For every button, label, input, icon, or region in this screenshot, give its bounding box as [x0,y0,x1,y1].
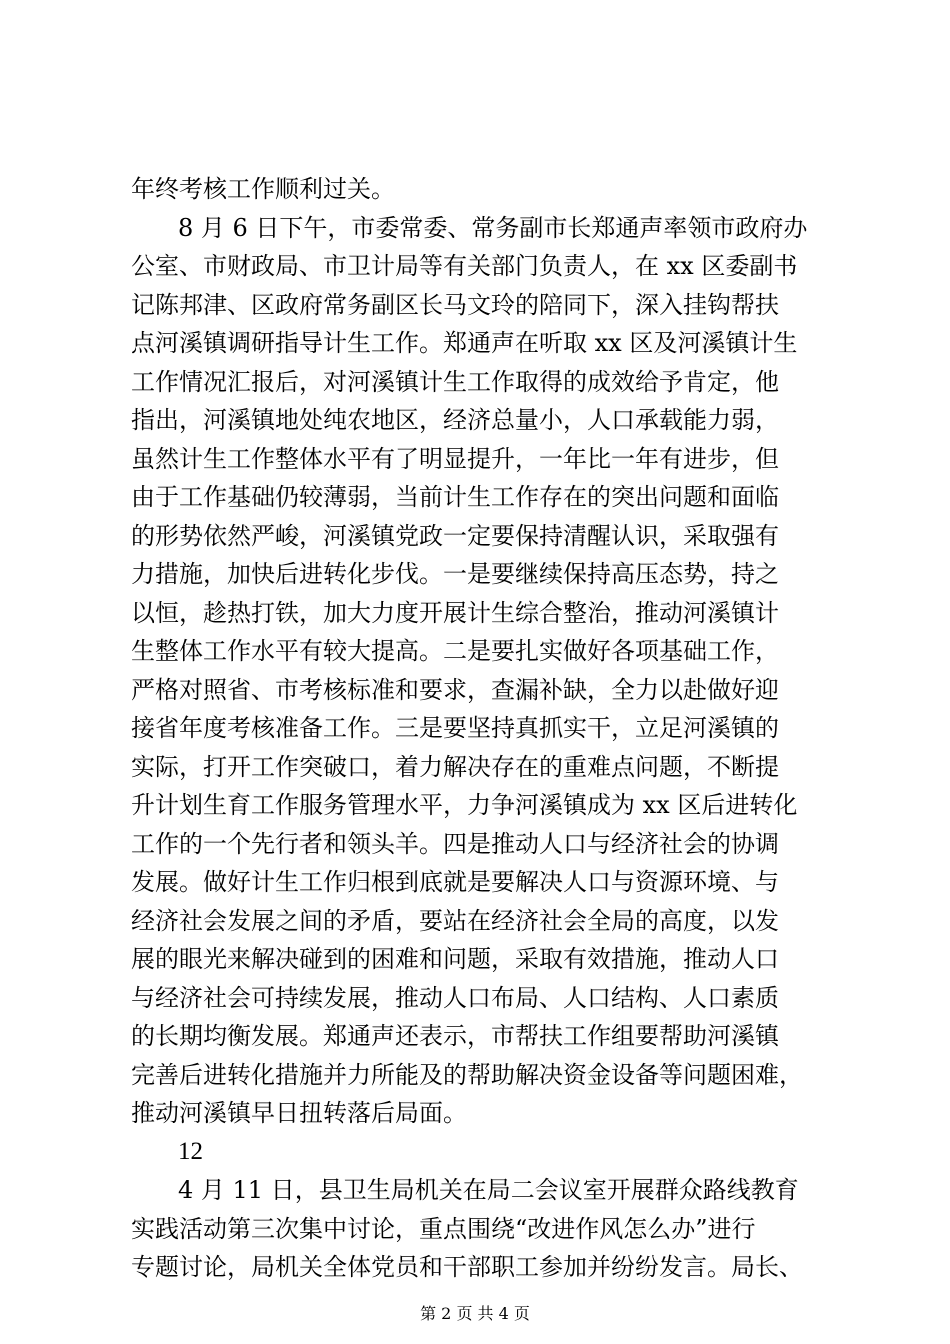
text-line: 推动河溪镇早日扭转落后局面。 [131,1099,467,1127]
paragraph-start-line: 4 月 11 日，县卫生局机关在局二会议室开展群众路线教育 [178,1176,799,1204]
text-line: 升计划生育工作服务管理水平，力争河溪镇成为 xx 区后进转化 [131,791,798,819]
text-line: 接省年度考核准备工作。三是要坚持真抓实干，立足河溪镇的 [131,714,779,742]
page-footer [0,1303,950,1325]
text-line: 完善后进转化措施并力所能及的帮助解决资金设备等问题困难， [131,1061,803,1089]
text-line: 与经济社会可持续发展，推动人口布局、人口结构、人口素质 [131,984,779,1012]
text-line: 记陈邦津、区政府常务副区长马文玲的陪同下，深入挂钩帮扶 [131,291,779,319]
text-line: 年终考核工作顺利过关。 [131,175,395,203]
text-line: 工作情况汇报后，对河溪镇计生工作取得的成效给予肯定，他 [131,368,779,396]
text-line: 工作的一个先行者和领头羊。四是推动人口与经济社会的协调 [131,830,779,858]
text-line: 力措施，加快后进转化步伐。一是要继续保持高压态势，持之 [131,560,779,588]
text-line: 由于工作基础仍较薄弱，当前计生工作存在的突出问题和面临 [131,483,779,511]
text-line: 的长期均衡发展。郑通声还表示，市帮扶工作组要帮助河溪镇 [131,1022,779,1050]
text-line: 虽然计生工作整体水平有了明显提升，一年比一年有进步，但 [131,445,779,473]
text-line: 的形势依然严峻，河溪镇党政一定要保持清醒认识，采取强有 [131,522,779,550]
text-line: 专题讨论，局机关全体党员和干部职工参加并纷纷发言。局长、 [131,1253,803,1281]
text-line: 严格对照省、市考核标准和要求，查漏补缺，全力以赴做好迎 [131,676,779,704]
page-number-label: 第 2 页 共 4 页 [420,1304,530,1323]
text-line: 生整体工作水平有较大提高。二是要扎实做好各项基础工作， [131,637,779,665]
text-line: 指出，河溪镇地处纯农地区，经济总量小，人口承载能力弱， [131,406,779,434]
text-line: 以恒，趁热打铁，加大力度开展计生综合整治，推动河溪镇计 [131,599,779,627]
text-line: 发展。做好计生工作归根到底就是要解决人口与资源环境、与 [131,868,779,896]
text-line: 展的眼光来解决碰到的困难和问题，采取有效措施，推动人口 [131,945,779,973]
text-line: 点河溪镇调研指导计生工作。郑通声在听取 xx 区及河溪镇计生 [131,329,798,357]
text-line: 公室、市财政局、市卫计局等有关部门负责人，在 xx 区委副书 [131,252,798,280]
text-line: 经济社会发展之间的矛盾，要站在经济社会全局的高度，以发 [131,907,779,935]
section-number: 12 [178,1138,203,1165]
text-line: 实际，打开工作突破口，着力解决存在的重难点问题，不断提 [131,753,779,781]
text-line: 实践活动第三次集中讨论，重点围绕“改进作风怎么办”进行 [131,1215,756,1243]
paragraph-start-line: 8 月 6 日下午，市委常委、常务副市长郑通声率领市政府办 [178,214,808,242]
